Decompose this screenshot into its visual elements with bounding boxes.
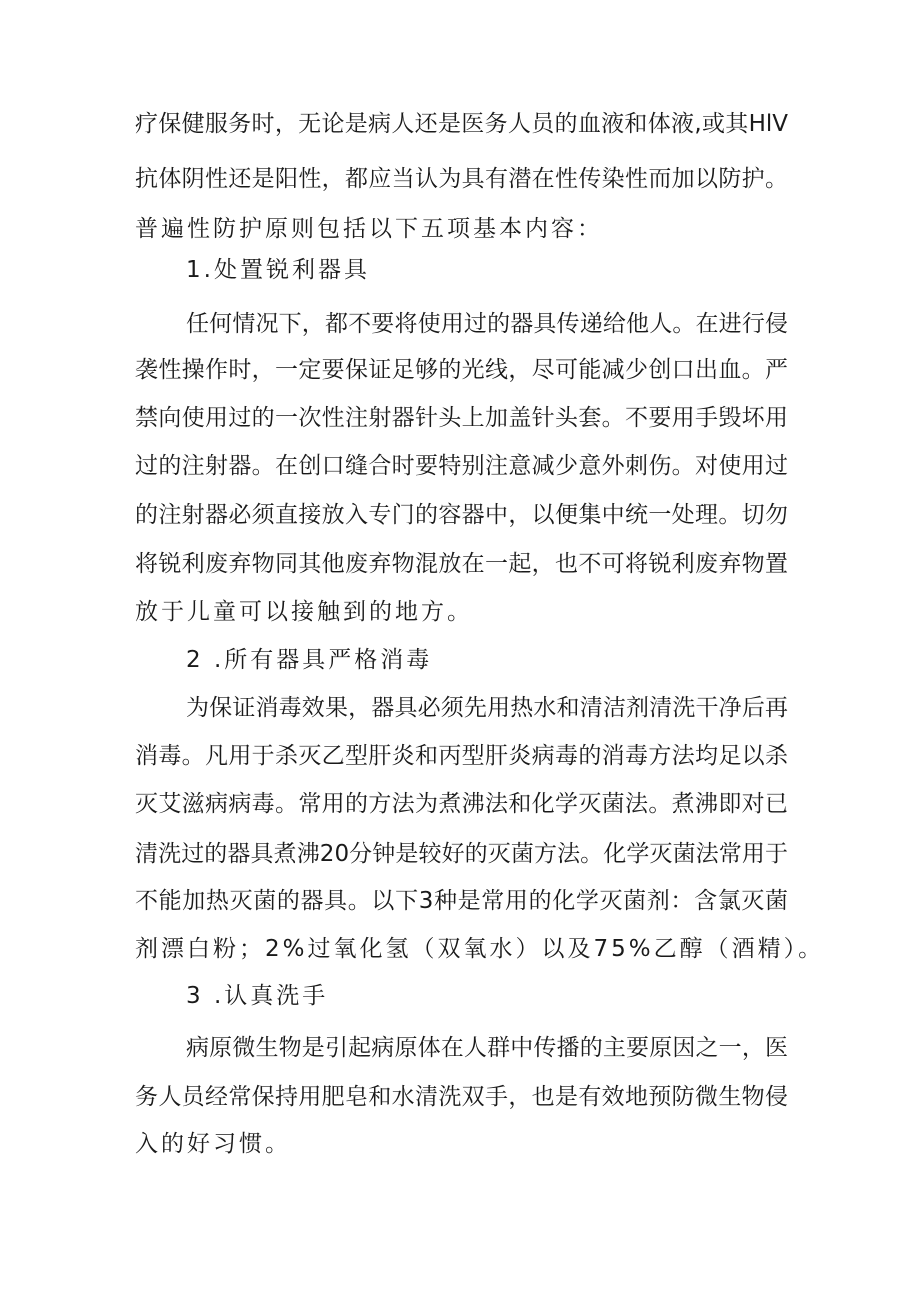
body-text-line: 入的好习惯。 (135, 1131, 291, 1157)
body-text-line: 清洗过的器具煮沸20分钟是较好的灭菌方法。化学灭菌法常用于 (135, 841, 788, 867)
body-text-line: 将锐利废弃物同其他废弃物混放在一起，也不可将锐利废弃物置 (135, 551, 788, 577)
body-text-line: 放于儿童可以接触到的地方。 (135, 599, 473, 625)
body-text-line: 剂漂白粉；2%过氧化氢（双氧水）以及75%乙醇（酒精）。 (135, 936, 825, 962)
body-text-line: 灭艾滋病病毒。常用的方法为煮沸法和化学灭菌法。煮沸即对已 (135, 791, 788, 817)
body-text-line: 疗保健服务时，无论是病人还是医务人员的血液和体液,或其HlV (135, 111, 788, 137)
section-heading-3: 3 .认真洗手 (186, 983, 329, 1009)
body-text-line: 普遍性防护原则包括以下五项基本内容： (135, 216, 603, 242)
body-text-line: 不能加热灭菌的器具。以下3种是常用的化学灭菌剂：含氯灭菌 (135, 888, 788, 914)
body-text-line: 禁向使用过的一次性注射器针头上加盖针头套。不要用手毁坏用 (135, 405, 788, 431)
section-heading-2: 2 .所有器具严格消毒 (186, 647, 433, 673)
body-text-line: 的注射器必须直接放入专门的容器中，以便集中统一处理。切勿 (135, 502, 788, 528)
body-text-line: 过的注射器。在创口缝合时要特别注意减少意外刺伤。对使用过 (135, 453, 788, 479)
section-heading-1: 1.处置锐利器具 (186, 257, 370, 283)
body-text-line: 病原微生物是引起病原体在人群中传播的主要原因之一，医 (186, 1035, 788, 1061)
body-text-line: 抗体阴性还是阳性，都应当认为具有潜在性传染性而加以防护。 (135, 166, 788, 192)
body-text-line: 务人员经常保持用肥皂和水清洗双手，也是有效地预防微生物侵 (135, 1084, 788, 1110)
body-text-line: 消毒。凡用于杀灭乙型肝炎和丙型肝炎病毒的消毒方法均足以杀 (135, 743, 788, 769)
body-text-line: 任何情况下，都不要将使用过的器具传递给他人。在进行侵 (186, 311, 788, 337)
body-text-line: 为保证消毒效果，器具必须先用热水和清洁剂清洗干净后再 (186, 695, 788, 721)
body-text-line: 袭性操作时，一定要保证足够的光线，尽可能减少创口出血。严 (135, 357, 788, 383)
